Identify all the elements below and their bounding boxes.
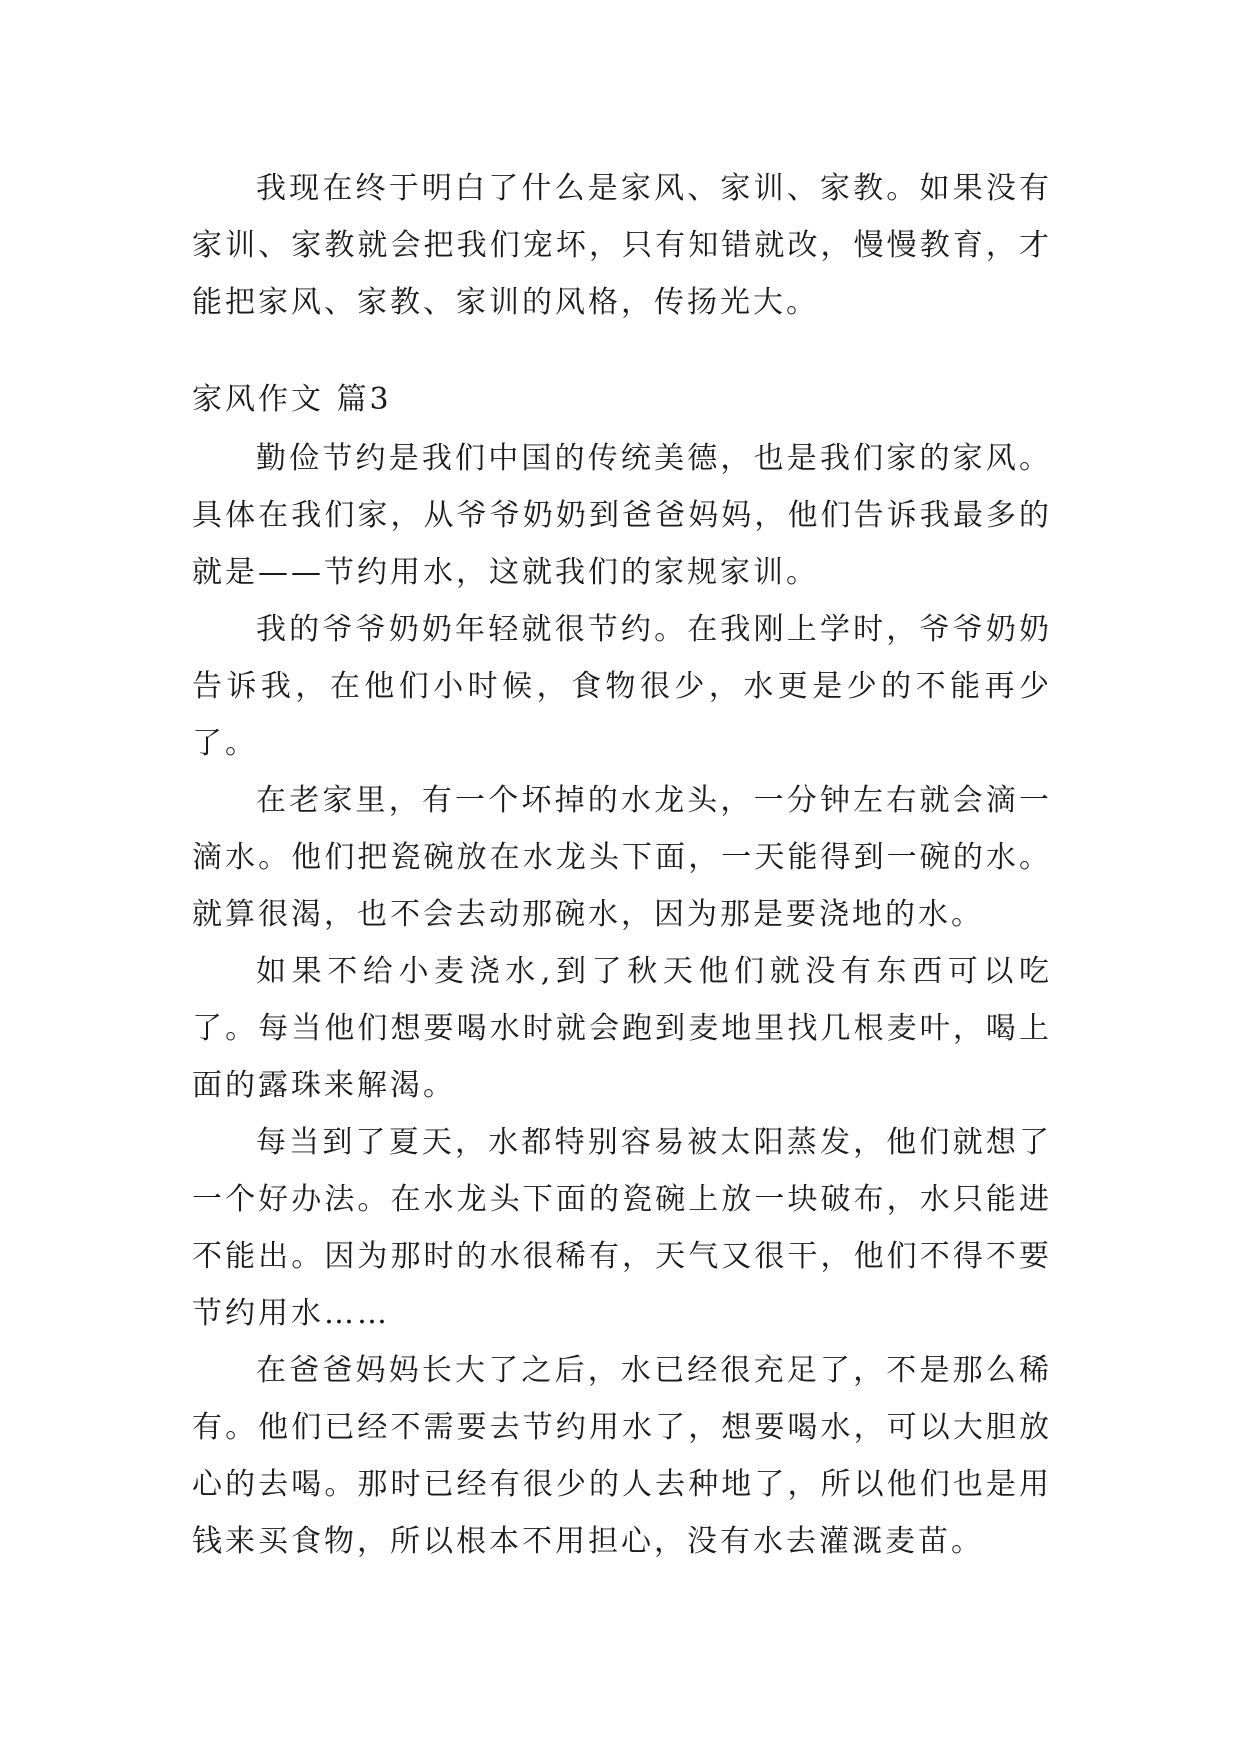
section-title: 家风作文 篇3 <box>192 382 392 417</box>
paragraph-5: 每当到了夏天，水都特别容易被太阳蒸发，他们就想了一个好办法。在水龙头下面的瓷碗上放一块破布，水只能进不能出。因为那时的水很稀有，天气又很干，他们不得不要节约用水…… <box>192 1125 1052 1331</box>
paragraph-6: 在爸爸妈妈长大了之后，水已经很充足了，不是那么稀有。他们已经不需要去节约用水了，想要喝水，可以大胆放心的去喝。那时已经有很少的人去种地了，所以他们也是用钱来买食物，所以根本不用担心，没有水去灌溉麦苗。 <box>192 1353 1052 1559</box>
paragraph-1: 勤俭节约是我们中国的传统美德，也是我们家的家风。具体在我们家，从爷爷奶奶到爸爸妈妈，他们告诉我最多的就是——节约用水，这就我们的家规家训。 <box>192 441 1052 590</box>
paragraph-3: 在老家里，有一个坏掉的水龙头，一分钟左右就会滴一滴水。他们把瓷碗放在水龙头下面，一天能得到一碗的水。就算很渴，也不会去动那碗水，因为那是要浇地的水。 <box>192 783 1052 932</box>
paragraph-4: 如果不给小麦浇水,到了秋天他们就没有东西可以吃了。每当他们想要喝水时就会跑到麦地里找几根麦叶，喝上面的露珠来解渴。 <box>192 954 1052 1103</box>
document-page <box>192 160 1052 1570</box>
paragraph-intro: 我现在终于明白了什么是家风、家训、家教。如果没有家训、家教就会把我们宠坏，只有知错就改，慢慢教育，才能把家风、家教、家训的风格，传扬光大。 <box>192 171 1052 320</box>
paragraph-2: 我的爷爷奶奶年轻就很节约。在我刚上学时，爷爷奶奶告诉我，在他们小时候，食物很少，水更是少的不能再少了。 <box>192 612 1052 761</box>
